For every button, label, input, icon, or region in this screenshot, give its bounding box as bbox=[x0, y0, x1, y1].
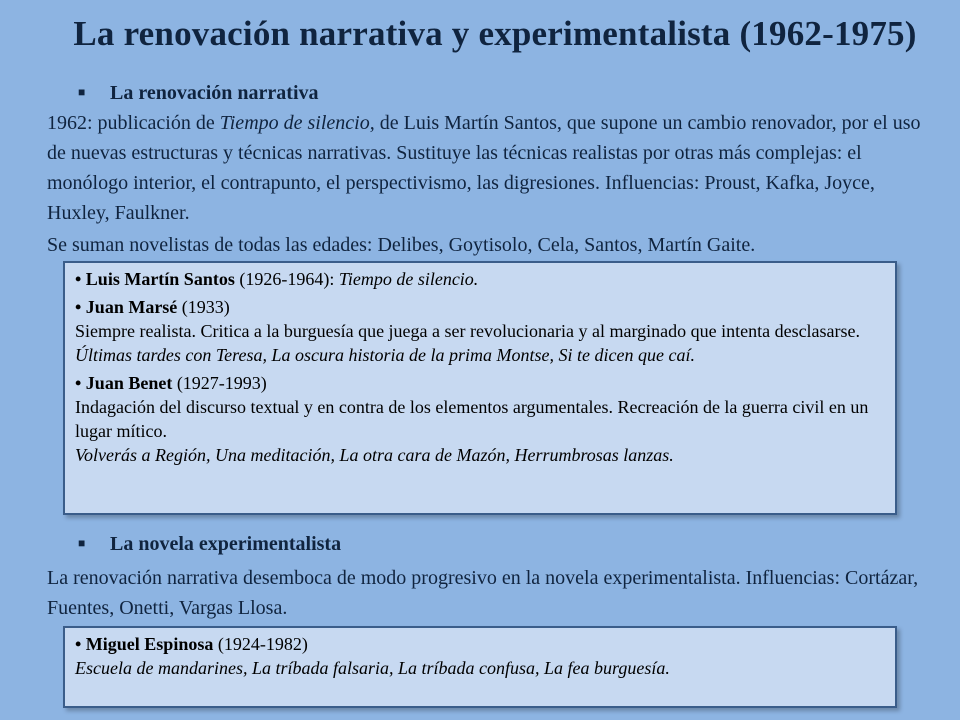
author-name: • Miguel Espinosa bbox=[75, 634, 214, 654]
author-works: Volverás a Región, Una meditación, La otra cara de Mazón, Herrumbrosas lanzas. bbox=[75, 445, 674, 465]
author-works: Tiempo de silencio. bbox=[338, 269, 479, 289]
paragraph-renovacion bbox=[47, 108, 927, 228]
author-entry-benet bbox=[75, 371, 885, 395]
author-dates: (1926-1964): bbox=[234, 269, 339, 289]
square-bullet-icon: ■ bbox=[78, 536, 86, 550]
authors-box-experimental bbox=[63, 626, 897, 708]
section-heading-renovacion bbox=[78, 82, 319, 105]
section-heading-text: La renovación narrativa bbox=[110, 82, 319, 104]
square-bullet-icon: ■ bbox=[78, 85, 86, 99]
author-name: • Luis Martín Santos bbox=[75, 269, 235, 289]
author-entry-marse bbox=[75, 295, 885, 319]
paragraph-experimental: La renovación narrativa desemboca de modo progresivo en la novela experimentalista. Influencias: Cortázar, Fuentes, Onetti, Vargas Llosa. bbox=[47, 567, 919, 619]
authors-box-renovacion bbox=[63, 261, 897, 515]
author-dates: (1933) bbox=[177, 297, 230, 317]
author-name: • Juan Marsé bbox=[75, 297, 178, 317]
author-works: Últimas tardes con Teresa, La oscura historia de la prima Montse, Si te dicen que caí. bbox=[75, 345, 695, 365]
section-heading-experimental bbox=[78, 533, 341, 556]
section-heading-text: La novela experimentalista bbox=[110, 533, 342, 555]
paragraph-novelistas: Se suman novelistas de todas las edades: Delibes, Goytisolo, Cela, Santos, Martín Gaite. bbox=[47, 234, 756, 256]
author-description: Siempre realista. Critica a la burguesía que juega a ser revolucionaria y al marginado que intenta desclasarse. bbox=[75, 321, 861, 341]
author-name: • Juan Benet bbox=[75, 373, 173, 393]
author-entry-espinosa bbox=[75, 632, 885, 656]
author-entry-martin-santos bbox=[75, 267, 885, 291]
author-dates: (1927-1993) bbox=[172, 373, 267, 393]
slide-title: La renovación narrativa y experimentalista (1962-1975) bbox=[73, 14, 917, 53]
author-dates: (1924-1982) bbox=[213, 634, 308, 654]
work-title: Tiempo de silencio, bbox=[219, 112, 375, 134]
author-description: Indagación del discurso textual y en contra de los elementos argumentales. Recreación de la guerra civil en un lugar mítico. bbox=[75, 397, 869, 441]
author-works: Escuela de mandarines, La tríbada falsaria, La tríbada confusa, La fea burguesía. bbox=[75, 658, 670, 678]
paragraph-text: de Luis Martín Santos, que supone un cambio renovador, por el uso de nuevas estructuras y técnicas narrativas. Sustituye las técnicas realistas por otras más complejas: el monólogo interior, el contrapunto, el perspectivismo, las digresiones. Influencias: Proust, Kafka, Joyce, Huxley, Faulkner. bbox=[47, 112, 921, 224]
paragraph-text: 1962: publicación de bbox=[47, 112, 220, 134]
